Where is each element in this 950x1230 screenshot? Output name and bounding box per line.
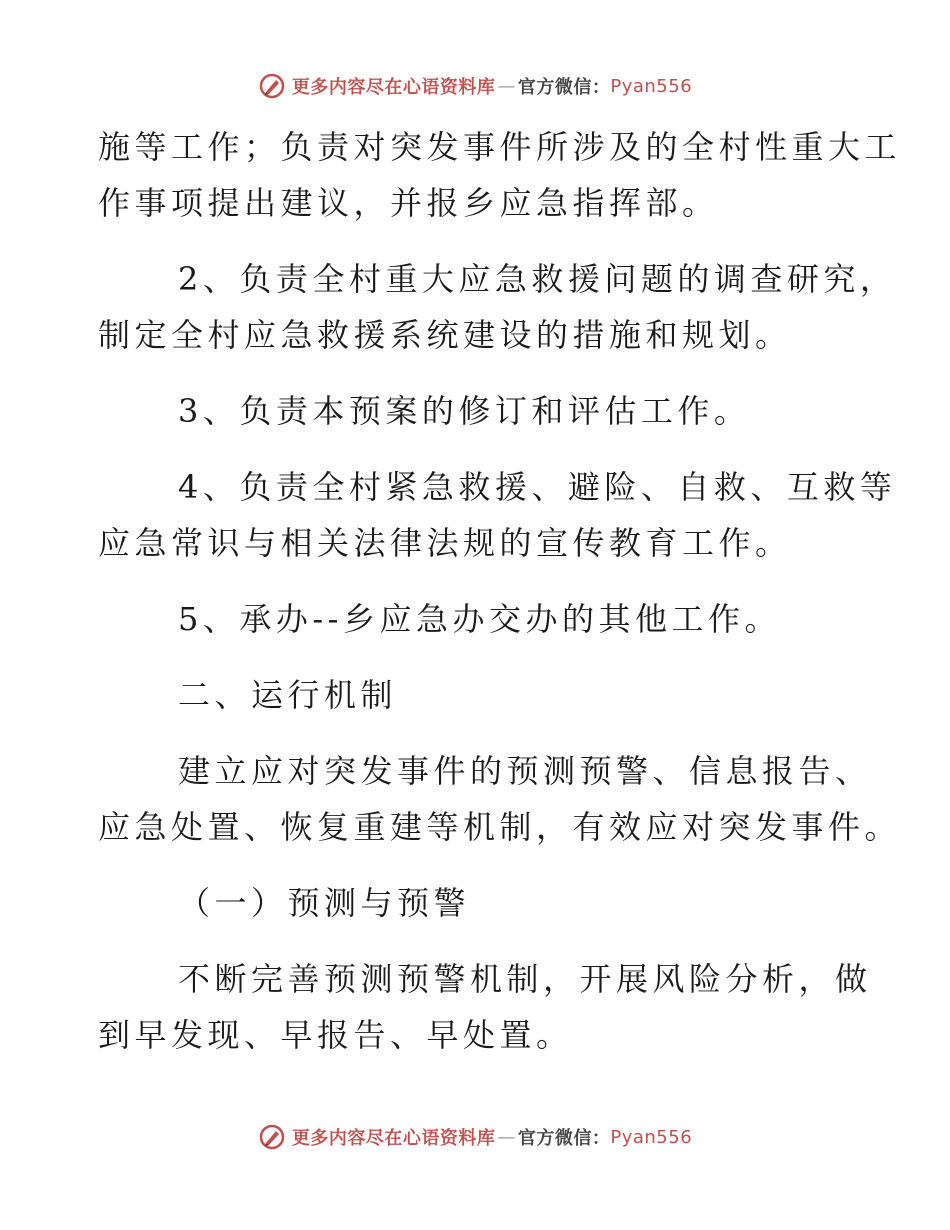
paragraph — [98, 252, 897, 364]
subsection-heading — [98, 876, 858, 932]
watermark-header — [0, 72, 950, 100]
watermark-brand: Pyan556 — [610, 1126, 693, 1148]
document-body — [98, 120, 902, 1064]
paragraph — [98, 592, 858, 648]
watermark-main-text: 更多内容尽在心语资料库 — [291, 77, 496, 98]
watermark-sub-text: 官方微信： — [517, 1128, 611, 1149]
text-line: 不断完善预测预警机制，开展风险分析，做 — [178, 960, 872, 998]
text-line: 建立应对突发事件的预测预警、信息报告、 — [178, 752, 872, 790]
text-line: 5、承办--乡应急办交办的其他工作。 — [178, 600, 781, 638]
watermark-separator: — — [497, 1126, 516, 1148]
paragraph — [98, 744, 902, 856]
watermark-sub-text: 官方微信： — [517, 77, 611, 98]
text-line: 4、负责全村紧急救援、避险、自救、互救等 — [178, 468, 897, 506]
paragraph — [98, 460, 897, 572]
watermark-footer — [0, 1123, 950, 1151]
section-heading — [98, 668, 858, 724]
pen-logo-icon — [258, 1123, 286, 1151]
watermark-main-text: 更多内容尽在心语资料库 — [291, 1128, 496, 1149]
text-line: （一）预测与预警 — [178, 884, 471, 922]
paragraph — [98, 384, 858, 440]
text-line: 应急处置、恢复重建等机制，有效应对突发事件。 — [98, 808, 902, 846]
text-line: 二、运行机制 — [178, 676, 398, 714]
text-line: 作事项提出建议，并报乡应急指挥部。 — [98, 184, 719, 222]
text-line: 3、负责本预案的修订和评估工作。 — [178, 392, 751, 430]
text-line: 制定全村应急救援系统建设的措施和规划。 — [98, 316, 792, 354]
paragraph — [98, 120, 902, 232]
pen-logo-icon — [258, 72, 286, 100]
text-line: 应急常识与相关法律法规的宣传教育工作。 — [98, 524, 792, 562]
watermark-brand: Pyan556 — [610, 75, 693, 97]
text-line: 施等工作；负责对突发事件所涉及的全村性重大工 — [98, 128, 902, 166]
text-line: 到早发现、早报告、早处置。 — [98, 1016, 573, 1054]
watermark-separator: — — [497, 75, 516, 97]
paragraph — [98, 952, 872, 1064]
text-line: 2、负责全村重大应急救援问题的调查研究， — [178, 260, 897, 298]
